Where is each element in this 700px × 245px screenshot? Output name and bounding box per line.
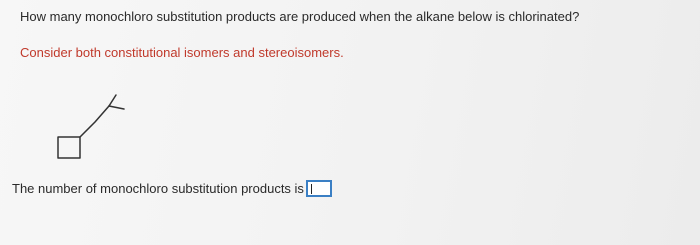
- instruction-text: Consider both constitutional isomers and stereoisomers.: [20, 45, 344, 60]
- methyl-branch-up: [109, 95, 116, 106]
- cyclobutane-ring: [58, 137, 80, 158]
- alkane-structure: [45, 70, 155, 175]
- answer-label: The number of monochloro substitution products is: [12, 181, 304, 196]
- text-caret: [311, 184, 312, 194]
- carbon-chain: [80, 106, 109, 137]
- question-text: How many monochloro substitution products are produced when the alkane below is chlorinated?: [20, 9, 580, 24]
- answer-input[interactable]: [306, 180, 332, 197]
- answer-row: [12, 180, 332, 197]
- alkane-structure-icon: [45, 70, 155, 170]
- methyl-branch-right: [109, 106, 124, 109]
